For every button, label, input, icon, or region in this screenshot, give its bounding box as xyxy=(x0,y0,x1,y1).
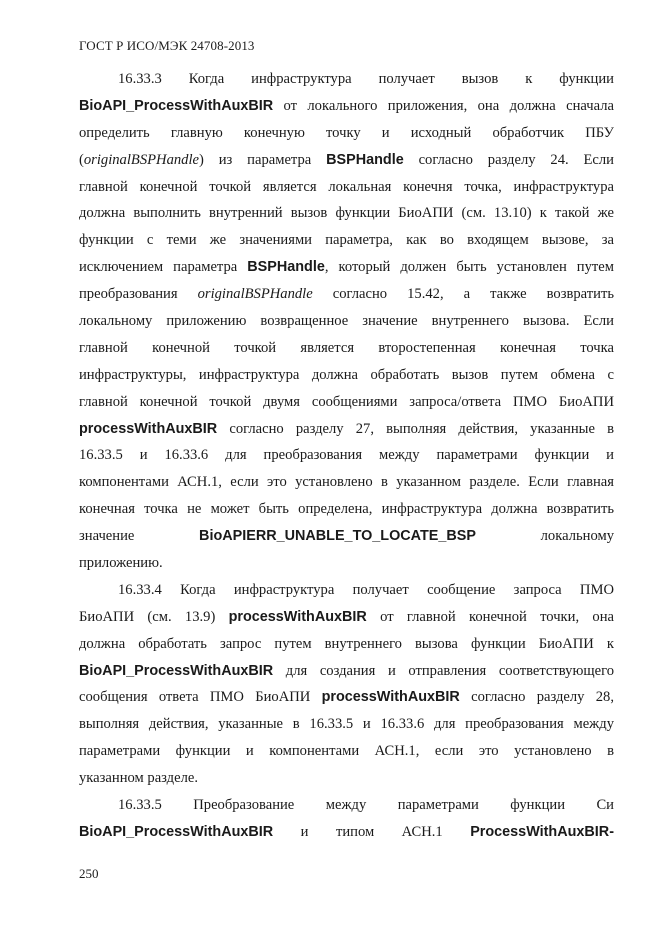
text-run: должна выполнить внутренний вызов функции БиоАПИ (см. 13.10) к такой же xyxy=(79,205,614,222)
text-line xyxy=(79,416,614,443)
text-run: определить главную конечную точку и исходный обработчик ПБУ xyxy=(79,124,614,141)
text-run: 16.33.4 Когда инфраструктура получает сообщение запроса ПМО xyxy=(118,581,614,598)
text-run: локальному xyxy=(475,528,614,545)
text-line xyxy=(79,174,614,201)
text-line xyxy=(79,335,614,362)
text-run: инфраструктуры, инфраструктура должна обработать вызов путем обмена с xyxy=(79,366,614,383)
text-run: сообщения ответа ПМО БиоАПИ xyxy=(79,689,322,706)
text-line xyxy=(79,147,614,174)
text-line xyxy=(79,711,614,738)
code-identifier: BioAPI_ProcessWithAuxBIR xyxy=(79,662,274,679)
text-run: 16.33.5 и 16.33.6 для преобразования между параметрами функции и xyxy=(79,447,614,464)
text-run: согласно разделу 27, выполняя действия, указанные в xyxy=(217,420,614,437)
text-line xyxy=(79,93,614,120)
text-run: 16.33.3 Когда инфраструктура получает вызов к функции xyxy=(118,71,614,87)
text-run: указанном разделе. xyxy=(79,770,198,787)
text-line xyxy=(79,442,614,469)
text-line xyxy=(79,362,614,389)
text-run: должна обработать запрос путем внутреннего вызова функции БиоАПИ к xyxy=(79,635,614,652)
text-run: от главной конечной точки, она xyxy=(366,608,614,625)
text-run: локальному приложению возвращенное значение внутреннего вызова. Если xyxy=(79,313,614,330)
text-line xyxy=(79,66,614,93)
code-identifier: processWithAuxBIR xyxy=(321,689,460,706)
text-run: компонентами АСН.1, если это установлено в указанном разделе. Если главная xyxy=(79,474,614,491)
text-run: от локального приложения, она должна сначала xyxy=(273,97,614,114)
text-run: БиоАПИ (см. 13.9) xyxy=(79,608,229,625)
text-run: для создания и отправления соответствующего xyxy=(273,662,614,679)
text-line xyxy=(79,389,614,416)
text-line xyxy=(79,200,614,227)
text-line xyxy=(79,469,614,496)
code-identifier: BioAPIERR_UNABLE_TO_LOCATE_BSP xyxy=(199,528,476,545)
text-line xyxy=(79,496,614,523)
text-run: параметрами функции и компонентами АСН.1, если это установлено в xyxy=(79,743,614,760)
text-line xyxy=(79,819,614,846)
code-identifier: BSPHandle xyxy=(247,259,325,276)
code-identifier: BSPHandle xyxy=(326,151,404,168)
text-line xyxy=(79,523,614,550)
text-run: приложению. xyxy=(79,555,163,572)
text-run: главной конечной точкой двумя сообщениями запроса/ответа ПМО БиоАПИ xyxy=(79,393,614,410)
code-identifier: BioAPI_ProcessWithAuxBIR xyxy=(79,97,274,114)
text-run: преобразования xyxy=(79,286,198,303)
text-run: выполняя действия, указанные в 16.33.5 и 16.33.6 для преобразования между xyxy=(79,716,614,733)
text-line xyxy=(79,738,614,765)
text-line xyxy=(79,658,614,685)
text-run: ) из параметра xyxy=(199,151,327,168)
text-line xyxy=(79,254,614,281)
text-line xyxy=(79,577,614,604)
code-identifier: BioAPI_ProcessWithAuxBIR xyxy=(79,823,274,840)
text-run: ( xyxy=(79,151,84,168)
text-line xyxy=(79,792,614,819)
text-run: 16.33.5 Преобразование между параметрами функции Си xyxy=(118,797,614,814)
italic-term: originalBSPHandle xyxy=(83,151,199,168)
text-line xyxy=(79,281,614,308)
text-run: согласно 15.42, а также возвратить xyxy=(312,286,614,303)
text-line xyxy=(79,227,614,254)
text-run: главной конечной точкой является локальная конечня точка, инфраструктура xyxy=(79,178,614,195)
text-run: исключением параметра xyxy=(79,259,248,276)
text-run: конечная точка не может быть определена, инфраструктура должна возвратить xyxy=(79,501,614,518)
text-run: функции с теми же значениями параметра, как во входящем вызове, за xyxy=(79,232,614,249)
text-line xyxy=(79,684,614,711)
text-run: согласно разделу 28, xyxy=(459,689,614,706)
page-number: 250 xyxy=(79,866,99,881)
text-run: и типом АСН.1 xyxy=(273,823,471,840)
text-line xyxy=(79,631,614,658)
code-identifier: processWithAuxBIR xyxy=(79,420,218,437)
text-run: , который должен быть установлен путем xyxy=(324,259,614,276)
page-header: ГОСТ Р ИСО/МЭК 24708-2013 xyxy=(79,38,255,53)
text-line xyxy=(79,765,614,792)
text-line xyxy=(79,120,614,147)
text-line xyxy=(79,550,614,577)
text-line xyxy=(79,604,614,631)
text-run: главной конечной точкой является второстепенная конечная точка xyxy=(79,339,614,356)
document-body xyxy=(79,66,614,846)
italic-term: originalBSPHandle xyxy=(197,286,313,303)
text-run: значение xyxy=(79,528,200,545)
code-identifier: processWithAuxBIR xyxy=(228,608,367,625)
code-identifier: ProcessWithAuxBIR- xyxy=(470,823,614,840)
text-line xyxy=(79,308,614,335)
text-run: согласно разделу 24. Если xyxy=(403,151,614,168)
